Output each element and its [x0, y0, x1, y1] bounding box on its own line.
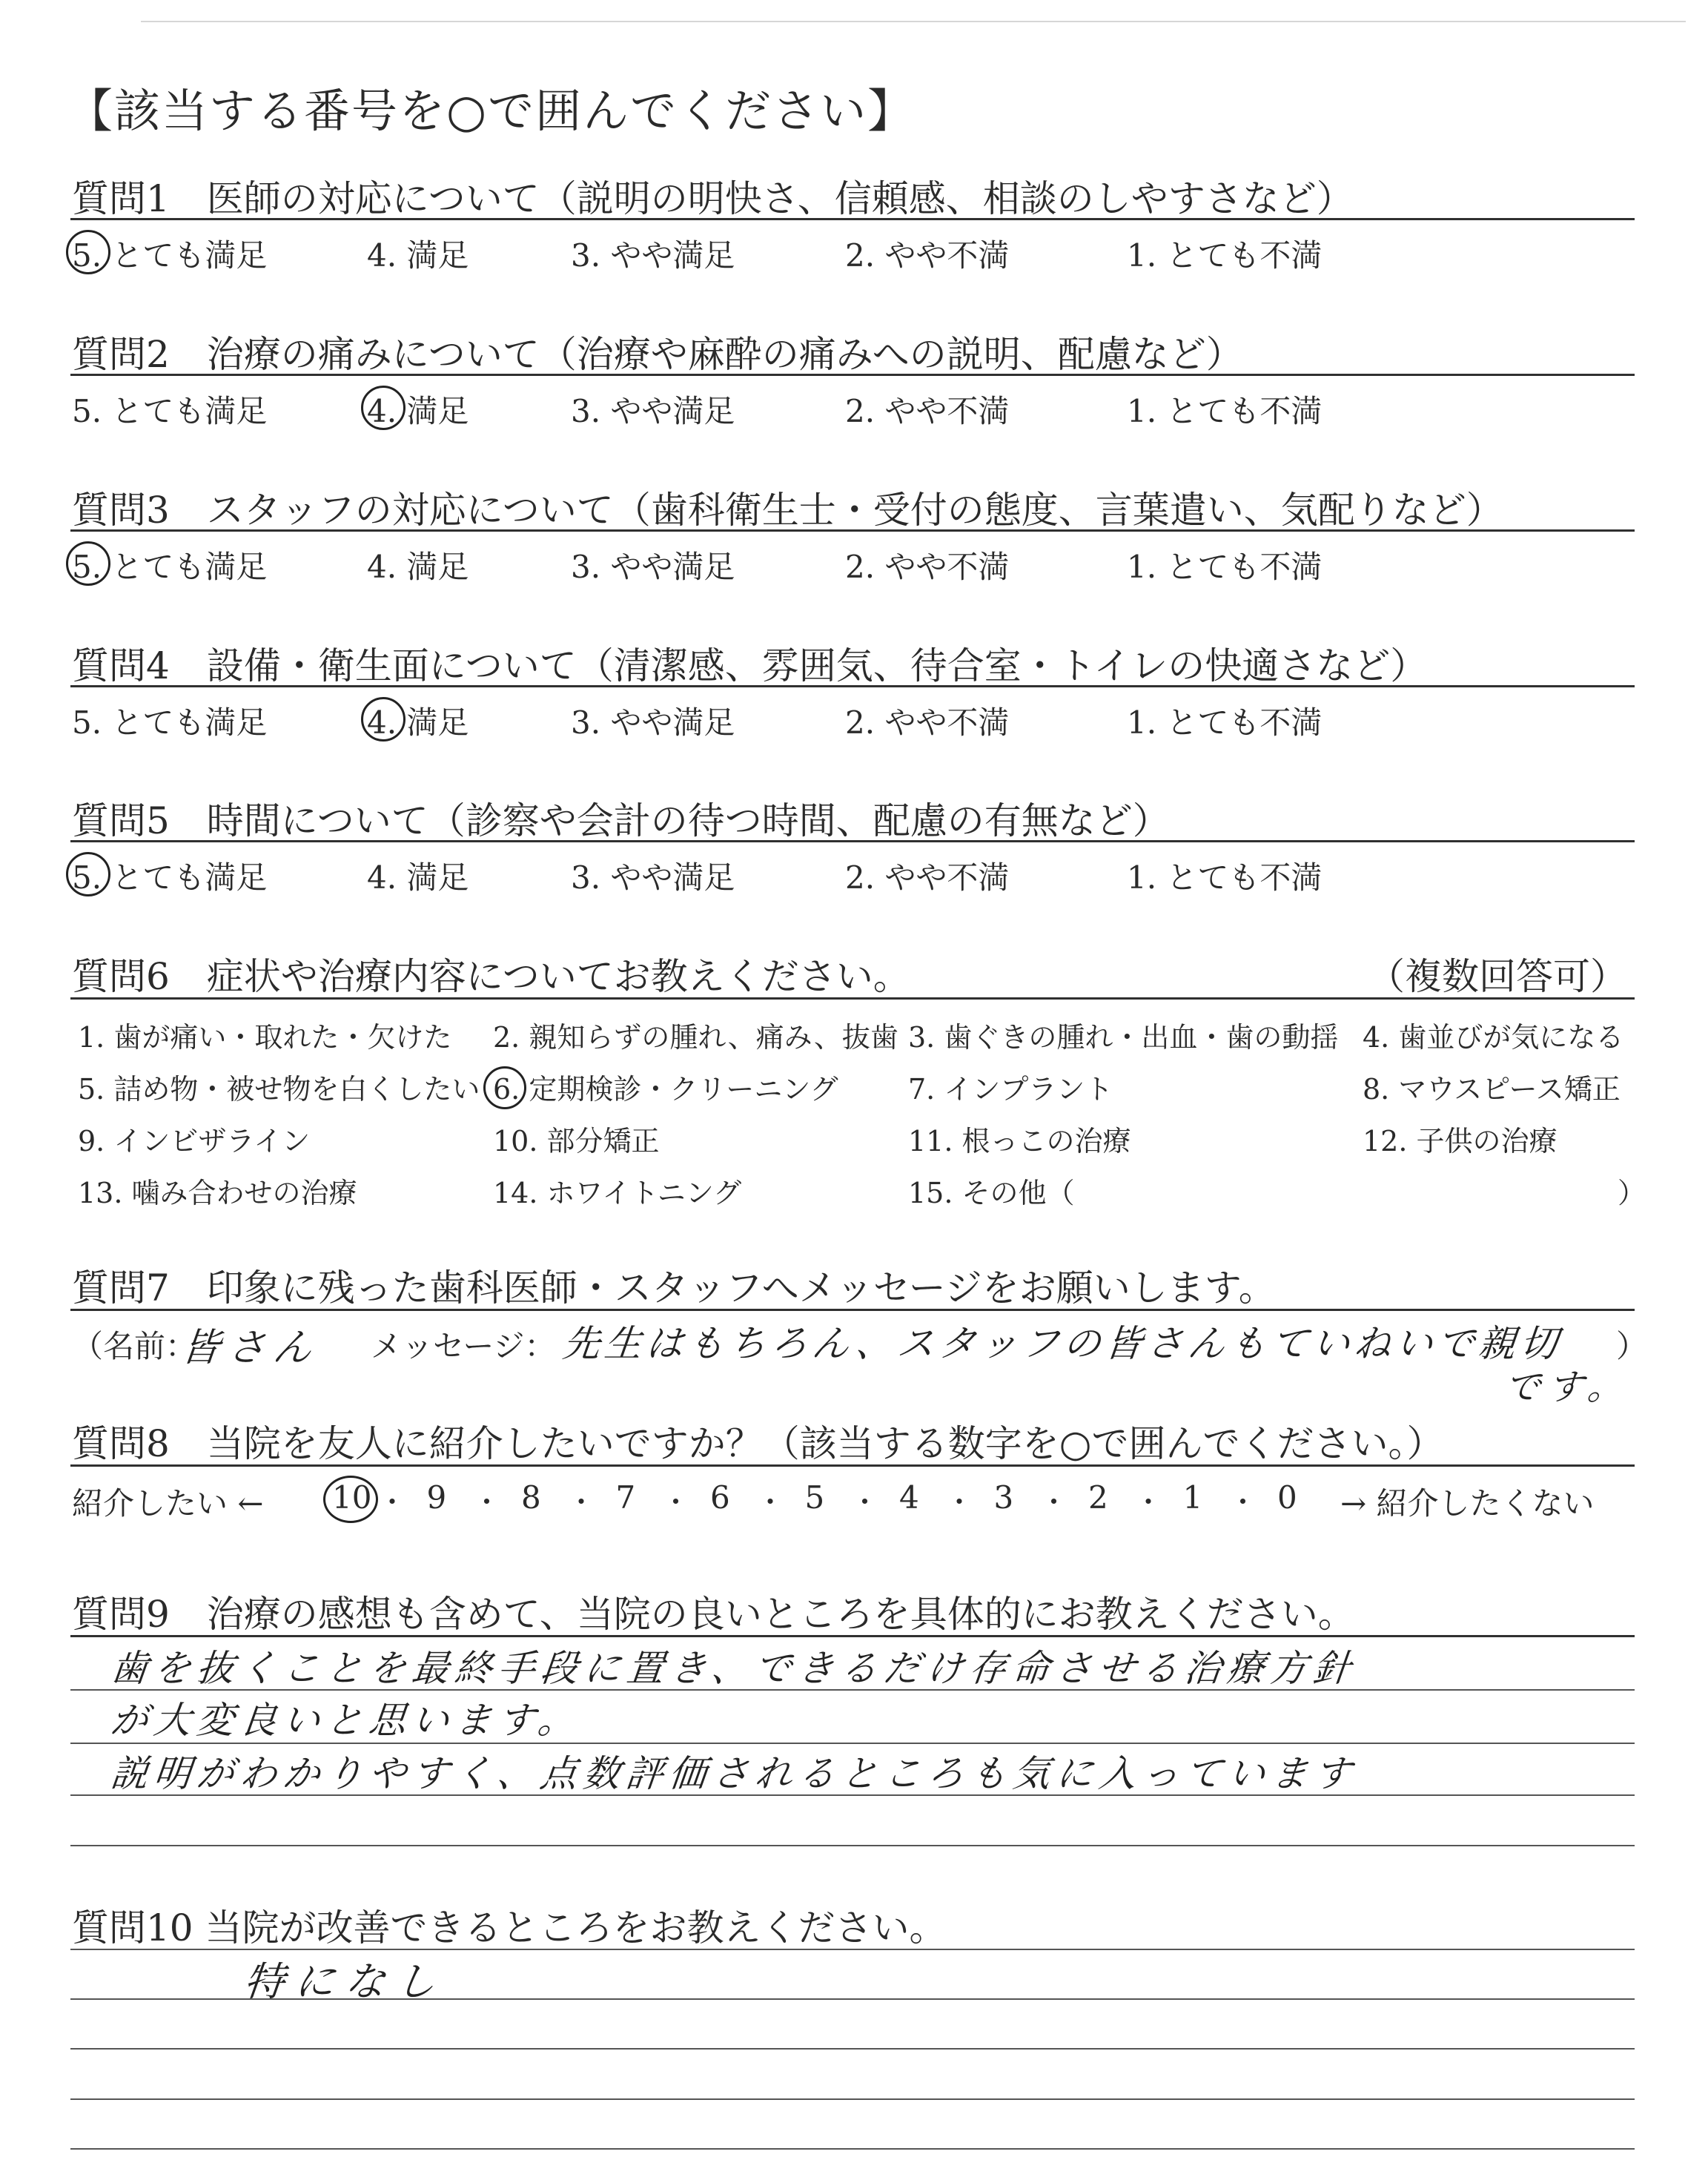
rating-option[interactable]: 3. やや満足	[571, 549, 735, 585]
symptom-option[interactable]: 10. 部分矯正	[493, 1125, 660, 1157]
scale-left-label: 紹介したい ←	[72, 1485, 264, 1522]
name-handwriting: 皆さん	[179, 1326, 322, 1370]
rating-option[interactable]: 3. やや満足	[571, 859, 735, 896]
multi-answer-note: （複数回答可）	[1368, 955, 1627, 998]
answer-handwriting: が大変良いと思います。	[108, 1699, 583, 1742]
question-title: 質問7 印象に残った歯科医師・スタッフへメッセージをお願いします。	[72, 1266, 1276, 1309]
rating-option[interactable]: 5. とても満足	[72, 393, 268, 429]
scale-dot: ・	[661, 1486, 690, 1519]
message-handwriting: 先生はもちろん、スタッフの皆さんもていねいで親切	[560, 1322, 1564, 1365]
question-title: 質問10 当院が改善できるところをお教えください。	[72, 1906, 947, 1949]
symptom-option[interactable]: ）	[1618, 1177, 1646, 1209]
symptom-option[interactable]: 5. 詰め物・被せ物を白くしたい	[78, 1073, 480, 1106]
answer-line	[70, 2098, 1635, 2100]
symptom-option[interactable]: 7. インプラント	[908, 1073, 1113, 1106]
question-rule	[70, 529, 1635, 532]
answer-line	[70, 2048, 1635, 2050]
selection-circle	[361, 386, 406, 430]
selection-circle	[483, 1066, 526, 1109]
question-rule	[70, 374, 1635, 376]
scale-dot: ・	[756, 1486, 785, 1519]
scale-dot: ・	[945, 1486, 974, 1519]
symptom-option[interactable]: 11. 根っこの治療	[908, 1125, 1131, 1157]
question-rule	[70, 997, 1635, 1000]
rating-option[interactable]: 3. やや満足	[571, 704, 735, 741]
scale-number[interactable]: 6	[710, 1479, 730, 1516]
rating-option[interactable]: 4. 満足	[367, 549, 469, 585]
question-title: 質問8 当院を友人に紹介したいですか？（該当する数字を○で囲んでください。）	[72, 1422, 1444, 1465]
rating-option[interactable]: 4. 満足	[367, 237, 469, 274]
scale-number[interactable]: 5	[804, 1479, 825, 1516]
rating-option[interactable]: 2. やや不満	[845, 859, 1010, 896]
selection-circle	[66, 541, 110, 586]
answer-line	[70, 1845, 1635, 1846]
symptom-option[interactable]: 9. インビザライン	[78, 1125, 311, 1157]
rating-option[interactable]: 5. とても満足	[72, 237, 268, 274]
scale-dot: ・	[850, 1486, 879, 1519]
question-title: 質問6 症状や治療内容についてお教えください。	[72, 955, 910, 998]
scale-number[interactable]: 10	[332, 1479, 372, 1516]
top-edge-line	[141, 21, 1686, 22]
message-label: メッセージ：	[371, 1328, 556, 1364]
question-title: 質問5 時間について（診察や会計の待つ時間、配慮の有無など）	[72, 799, 1170, 842]
scale-number[interactable]: 1	[1182, 1479, 1203, 1516]
answer-line	[70, 2148, 1635, 2150]
symptom-option[interactable]: 3. 歯ぐきの腫れ・出血・歯の動揺	[908, 1021, 1339, 1054]
question-rule	[70, 685, 1635, 687]
scale-number[interactable]: 0	[1277, 1479, 1297, 1516]
rating-option[interactable]: 1. とても不満	[1127, 393, 1323, 429]
scale-dot: ・	[1228, 1486, 1257, 1519]
scale-right-label: → 紹介したくない	[1340, 1485, 1595, 1522]
answer-handwriting: 説明がわかりやすく、点数評価されるところも気に入っています	[108, 1752, 1360, 1795]
symptom-option[interactable]: 13. 噛み合わせの治療	[78, 1177, 357, 1209]
question-title: 質問2 治療の痛みについて（治療や麻酔の痛みへの説明、配慮など）	[72, 333, 1243, 376]
rating-option[interactable]: 5. とても満足	[72, 549, 268, 585]
scale-number[interactable]: 2	[1088, 1479, 1108, 1516]
rating-option[interactable]: 3. やや満足	[571, 393, 735, 429]
rating-option[interactable]: 5. とても満足	[72, 859, 268, 896]
rating-option[interactable]: 2. やや不満	[845, 549, 1010, 585]
scale-number[interactable]: 3	[993, 1479, 1014, 1516]
page-header: 【該当する番号を○で囲んでください】	[67, 84, 916, 138]
answer-handwriting: 特になし	[242, 1958, 448, 2005]
symptom-option[interactable]: 2. 親知らずの腫れ、痛み、抜歯	[493, 1021, 898, 1054]
scale-dot: ・	[472, 1486, 501, 1519]
rating-option[interactable]: 2. やや不満	[845, 704, 1010, 741]
rating-option[interactable]: 4. 満足	[367, 393, 469, 429]
scale-dot: ・	[378, 1486, 407, 1519]
scale-number[interactable]: 7	[615, 1479, 636, 1516]
selection-circle	[323, 1476, 378, 1523]
question-rule	[70, 1635, 1635, 1637]
symptom-option[interactable]: 15. その他（	[908, 1177, 1075, 1209]
scale-number[interactable]: 4	[899, 1479, 919, 1516]
scale-dot: ・	[1039, 1486, 1068, 1519]
rating-option[interactable]: 1. とても不満	[1127, 704, 1323, 741]
name-label: （名前：	[72, 1328, 197, 1364]
question-rule	[70, 840, 1635, 842]
rating-option[interactable]: 3. やや満足	[571, 237, 735, 274]
symptom-option[interactable]: 12. 子供の治療	[1363, 1125, 1558, 1157]
rating-option[interactable]: 4. 満足	[367, 704, 469, 741]
question-rule	[70, 218, 1635, 220]
answer-handwriting: 歯を抜くことを最終手段に置き、できるだけ存命させる治療方針	[108, 1647, 1359, 1690]
question-title: 質問1 医師の対応について（説明の明快さ、信頼感、相談のしやすさなど）	[72, 177, 1354, 220]
rating-option[interactable]: 2. やや不満	[845, 237, 1010, 274]
question-rule	[70, 1309, 1635, 1311]
rating-option[interactable]: 1. とても不満	[1127, 549, 1323, 585]
question-title: 質問9 治療の感想も含めて、当院の良いところを具体的にお教えください。	[72, 1593, 1355, 1636]
question-title: 質問3 スタッフの対応について（歯科衛生士・受付の態度、言葉遣い、気配りなど）	[72, 489, 1503, 532]
selection-circle	[66, 852, 110, 896]
symptom-option[interactable]: 14. ホワイトニング	[493, 1177, 742, 1209]
message-handwriting-cont: です。	[1502, 1367, 1633, 1408]
selection-circle	[361, 697, 406, 742]
message-close: ）	[1616, 1328, 1648, 1364]
scale-number[interactable]: 8	[521, 1479, 541, 1516]
scale-dot: ・	[1134, 1486, 1163, 1519]
symptom-option[interactable]: 1. 歯が痛い・取れた・欠けた	[78, 1021, 452, 1054]
symptom-option[interactable]: 4. 歯並びが気になる	[1363, 1021, 1624, 1054]
rating-option[interactable]: 2. やや不満	[845, 393, 1010, 429]
rating-option[interactable]: 5. とても満足	[72, 704, 268, 741]
symptom-option[interactable]: 8. マウスピース矯正	[1363, 1073, 1621, 1106]
rating-option[interactable]: 4. 満足	[367, 859, 469, 896]
scale-number[interactable]: 9	[426, 1479, 447, 1516]
rating-option[interactable]: 1. とても不満	[1127, 237, 1323, 274]
selection-circle	[66, 230, 110, 274]
symptom-option[interactable]: 6. 定期検診・クリーニング	[493, 1073, 838, 1106]
scale-dot: ・	[567, 1486, 596, 1519]
question-rule	[70, 1464, 1635, 1467]
question-title: 質問4 設備・衛生面について（清潔感、雰囲気、待合室・トイレの快適さなど）	[72, 644, 1428, 687]
rating-option[interactable]: 1. とても不満	[1127, 859, 1323, 896]
